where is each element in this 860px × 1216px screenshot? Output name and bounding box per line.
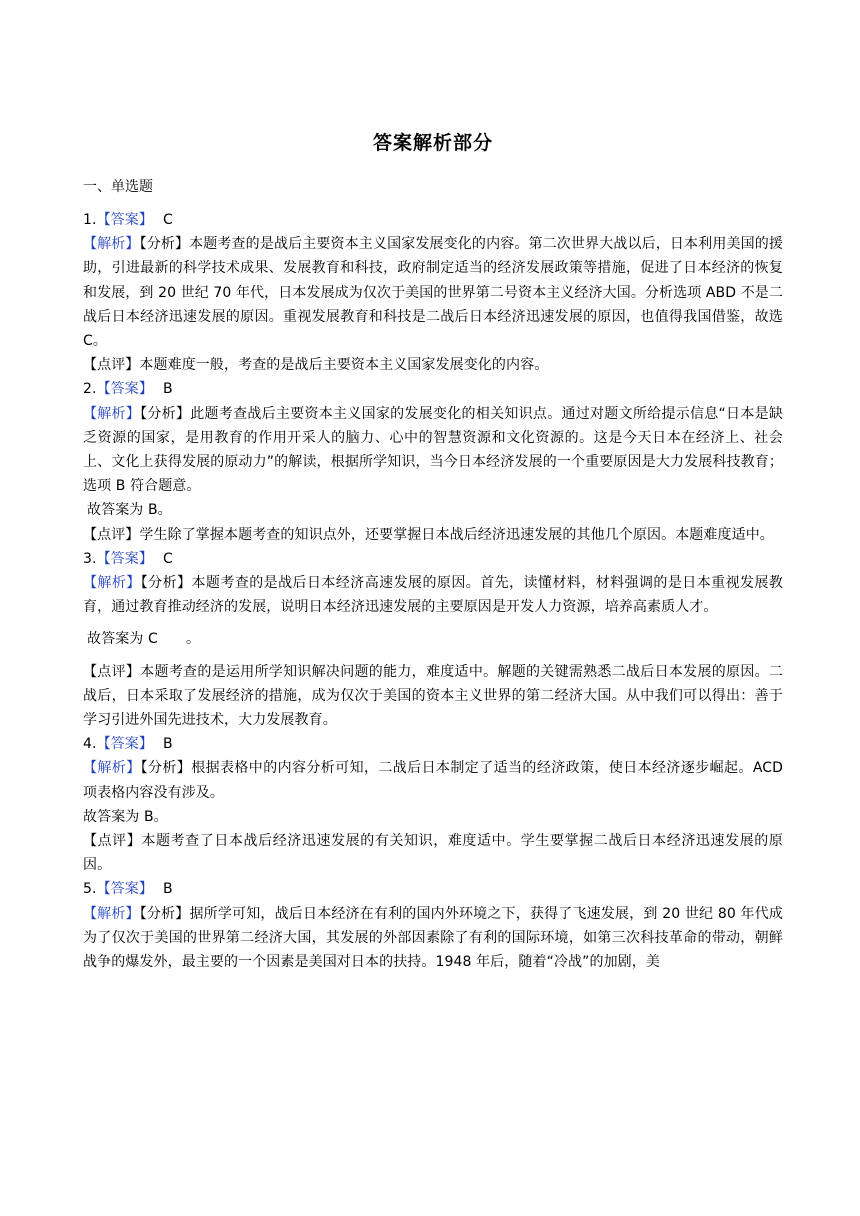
q2-comment-text: 学生除了掌握本题考查的知识点外，还要掌握日本战后经济迅速发展的其他几个原因。本题难度适中。 [139,526,774,543]
q1-answer-label: 【答案】 [96,212,153,228]
q5-number: 5. [83,881,97,898]
spacer [83,619,783,627]
q4-conclusion: 故答案为 B。 [83,808,168,825]
q2-comment-label: 【点评】 [83,526,140,543]
q2-analysis [83,402,783,499]
q5-answer-label: 【答案】 [96,881,153,898]
q3-answer-value: C [162,550,173,567]
q2-number: 2. [83,381,97,398]
q2-conclusion: 故答案为 B。 [87,502,172,519]
q3-number: 3. [83,550,97,567]
q2-analysis-label: 【解析】 [83,405,141,422]
q3-analysis [83,571,783,619]
q4-answer-line [83,732,783,756]
q4-answer-label: 【答案】 [96,736,153,753]
q3-answer-line [83,547,783,571]
q1-comment-text: 本题难度一般，考查的是战后主要资本主义国家发展变化的内容。 [139,357,549,374]
section-heading: 一、单选题 [83,179,153,195]
q3-analysis-text: 【分析】本题考查的是战后日本经济高速发展的原因。首先，读懂材料，材料强调的是日本重视发展教育，通过教育推动经济的发展，说明日本经济迅速发展的主要原因是开发人力资源，培养高素质人才。 [83,574,783,616]
spacer [83,652,783,660]
q5-answer-value: B [162,881,173,898]
q2-answer-value: B [162,381,173,398]
q3-comment-text: 本题考查的是运用所学知识解决问题的能力，难度适中。解题的关键需熟悉二战后日本发展的原因。二战后，日本采取了发展经济的措施，成为仅次于美国的资本主义世界的第二经济大国。从中我们可以得出：善于学习引进外国先进技术，大力发展教育。 [83,663,784,728]
q4-analysis-text: 【分析】根据表格中的内容分析可知，二战后日本制定了适当的经济政策，使日本经济逐步崛起。ACD 项表格内容没有涉及。 [83,760,784,801]
q4-number: 4. [83,736,97,753]
q4-analysis-label: 【解析】 [83,760,141,777]
q1-answer-line [83,208,783,232]
q3-answer-label: 【答案】 [96,550,153,567]
q1-analysis [83,232,783,353]
page-title: 答案解析部分 [372,132,493,154]
q2-analysis-text: 【分析】此题考查战后主要资本主义国家的发展变化的相关知识点。通过对题文所给提示信息“日本是缺乏资源的国家，是用教育的作用开采人的脑力、心中的智慧资源和文化资源的。这是今天日本在经济上、社会上、文化上获得发展的原动力”的解读，根据所学知识，当今日本经济发展的一个重要原因是大力发展科技教育；选项 B 符合题意。 [83,405,783,495]
q2-answer-label: 【答案】 [96,381,153,398]
q1-answer-value: C [162,212,173,228]
q5-analysis-text: 【分析】据所学可知，战后日本经济在有利的国内外环境之下，获得了飞速发展，到 20 世纪 80 年代成为了仅次于美国的世界第二经济大国，其发展的外部因素除了有利的国际环境，如第三次科技革命的带动，朝鲜战争的爆发外，最主要的一个因素是美国对日本的扶持。1948 年后，随着“冷战”的加剧，美 [83,905,783,970]
q1-comment-label: 【点评】 [83,357,140,374]
q2-answer-line [83,377,783,401]
q1-analysis-text: 【分析】本题考查的是战后主要资本主义国家发展变化的内容。第二次世界大战以后，日本利用美国的援助，引进最新的科学技术成果、发展教育和科技，政府制定适当的经济发展政策等措施，促进了日本经济的恢复和发展，到 20 世纪 70 年代，日本发展成为仅次于美国的世界第二号资本主义经济大国。分析选项 ABD 不是二战后日本经济迅速发展的原因。重视发展教育和科技是二战后日本经济迅速发展的原因，也值得我国借鉴，故选 C。 [83,236,783,349]
q1-analysis-label: 【解析】 [83,236,140,253]
q3-comment [83,660,783,733]
q3-conclusion: 故答案为 C 。 [87,631,201,648]
q3-analysis-label: 【解析】 [83,574,141,591]
q3-comment-label: 【点评】 [83,663,141,680]
q5-analysis-label: 【解析】 [83,905,140,922]
q4-comment [83,829,783,877]
q5-analysis [83,902,783,975]
q4-comment-label: 【点评】 [83,832,142,849]
q1-comment [83,353,783,377]
q4-answer-value: B [162,736,173,753]
q4-comment-text: 本题考查了日本战后经济迅速发展的有关知识，难度适中。学生要掌握二战后日本经济迅速发展的原因。 [83,832,783,874]
q5-answer-line [83,877,783,901]
q1-number: 1. [83,212,97,228]
q2-comment [83,523,783,547]
q4-analysis [83,756,783,804]
answer-content [83,208,783,974]
